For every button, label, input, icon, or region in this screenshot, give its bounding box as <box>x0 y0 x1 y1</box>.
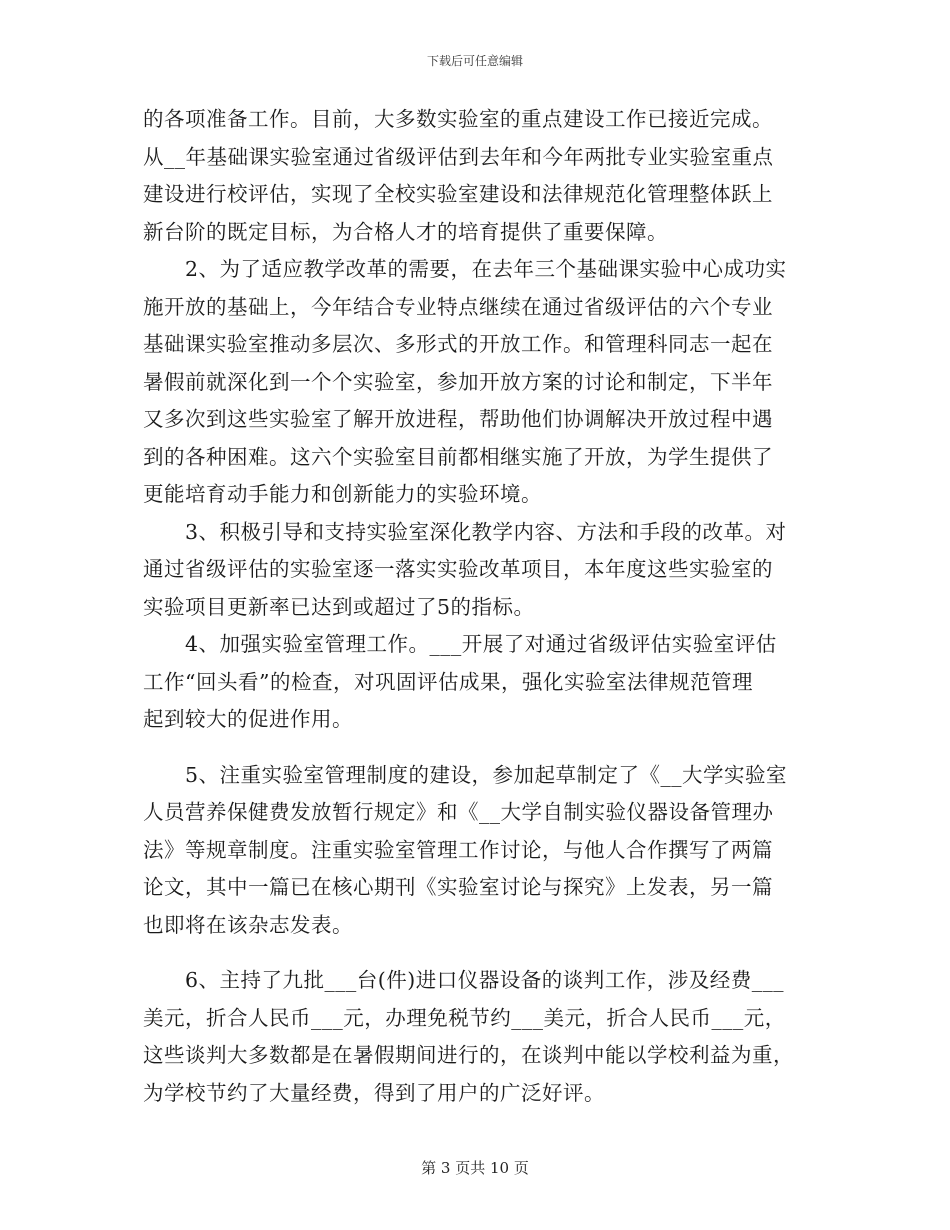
page-footer: 第 3 页共 10 页 <box>421 1159 529 1177</box>
paragraph-line: 2、为了适应教学改革的需要，在去年三个基础课实验中心成功实 <box>143 257 787 281</box>
paragraph-line: 到的各种困难。这六个实验室目前都相继实施了开放，为学生提供了 <box>143 444 773 469</box>
paragraph-line: 工作“回头看”的检查，对巩固评估成果，强化实验室法律规范管理 <box>143 669 753 694</box>
paragraph-line: 6、主持了九批___台(件)进口仪器设备的谈判工作，涉及经费___ <box>143 968 785 992</box>
paragraph <box>143 251 807 514</box>
paragraph-line: 论文，其中一篇已在核心期刊《实验室讨论与探究》上发表，另一篇 <box>143 875 773 899</box>
paragraph-line: 通过省级评估的实验室逐一落实实验改革项目，本年度这些实验室的 <box>143 557 773 581</box>
paragraph-line: 施开放的基础上，今年结合专业特点继续在通过省级评估的六个专业 <box>143 294 773 319</box>
paragraph-line: 建设进行校评估，实现了全校实验室建设和法律规范化管理整体跃上 <box>143 182 773 206</box>
paragraph-line: 从__年基础课实验室通过省级评估到去年和今年两批专业实验室重点 <box>143 144 774 169</box>
paragraph-line: 起到较大的促进作用。 <box>143 707 353 731</box>
paragraph-spacer <box>143 739 807 757</box>
paragraph <box>143 962 807 1112</box>
paragraph-line: 更能培育动手能力和创新能力的实验环境。 <box>143 482 542 506</box>
paragraph-line: 又多次到这些实验室了解开放进程，帮助他们协调解决开放过程中遇 <box>143 407 773 431</box>
paragraph-spacer <box>143 944 807 962</box>
paragraph-line: 实验项目更新率已达到或超过了5的指标。 <box>143 594 535 619</box>
paragraph-line: 也即将在该杂志发表。 <box>143 912 353 937</box>
paragraph-line: 法》等规章制度。注重实验室管理工作讨论，与他人合作撰写了两篇 <box>143 837 773 862</box>
paragraph-line: 5、注重实验室管理制度的建设，参加起草制定了《__大学实验室 <box>143 762 788 787</box>
paragraph-line: 为学校节约了大量经费，得到了用户的广泛好评。 <box>143 1080 605 1105</box>
paragraph-line: 基础课实验室推动多层次、多形式的开放工作。和管理科同志一起在 <box>143 332 773 356</box>
paragraph-line: 这些谈判大多数都是在暑假期间进行的，在谈判中能以学校利益为重， <box>143 1043 794 1067</box>
paragraph <box>143 626 807 739</box>
paragraph-line: 人员营养保健费发放暂行规定》和《__大学自制实验仪器设备管理办 <box>143 800 774 824</box>
paragraph <box>143 757 807 945</box>
paragraph-line: 的各项准备工作。目前，大多数实验室的重点建设工作已接近完成。 <box>143 107 773 131</box>
paragraph-line: 暑假前就深化到一个个实验室，参加开放方案的讨论和制定，下半年 <box>143 369 773 394</box>
document-body <box>143 101 807 1112</box>
paragraph-line: 新台阶的既定目标，为合格人才的培育提供了重要保障。 <box>143 219 668 244</box>
paragraph <box>143 101 807 251</box>
paragraph-line: 美元，折合人民币___元，办理免税节约___美元，折合人民币___元， <box>143 1005 786 1030</box>
page-header: 下载后可任意编辑 <box>426 54 523 68</box>
paragraph-line: 3、积极引导和支持实验室深化教学内容、方法和手段的改革。对 <box>143 519 787 544</box>
paragraph-line: 4、加强实验室管理工作。___开展了对通过省级评估实验室评估 <box>143 632 777 656</box>
paragraph <box>143 514 807 627</box>
